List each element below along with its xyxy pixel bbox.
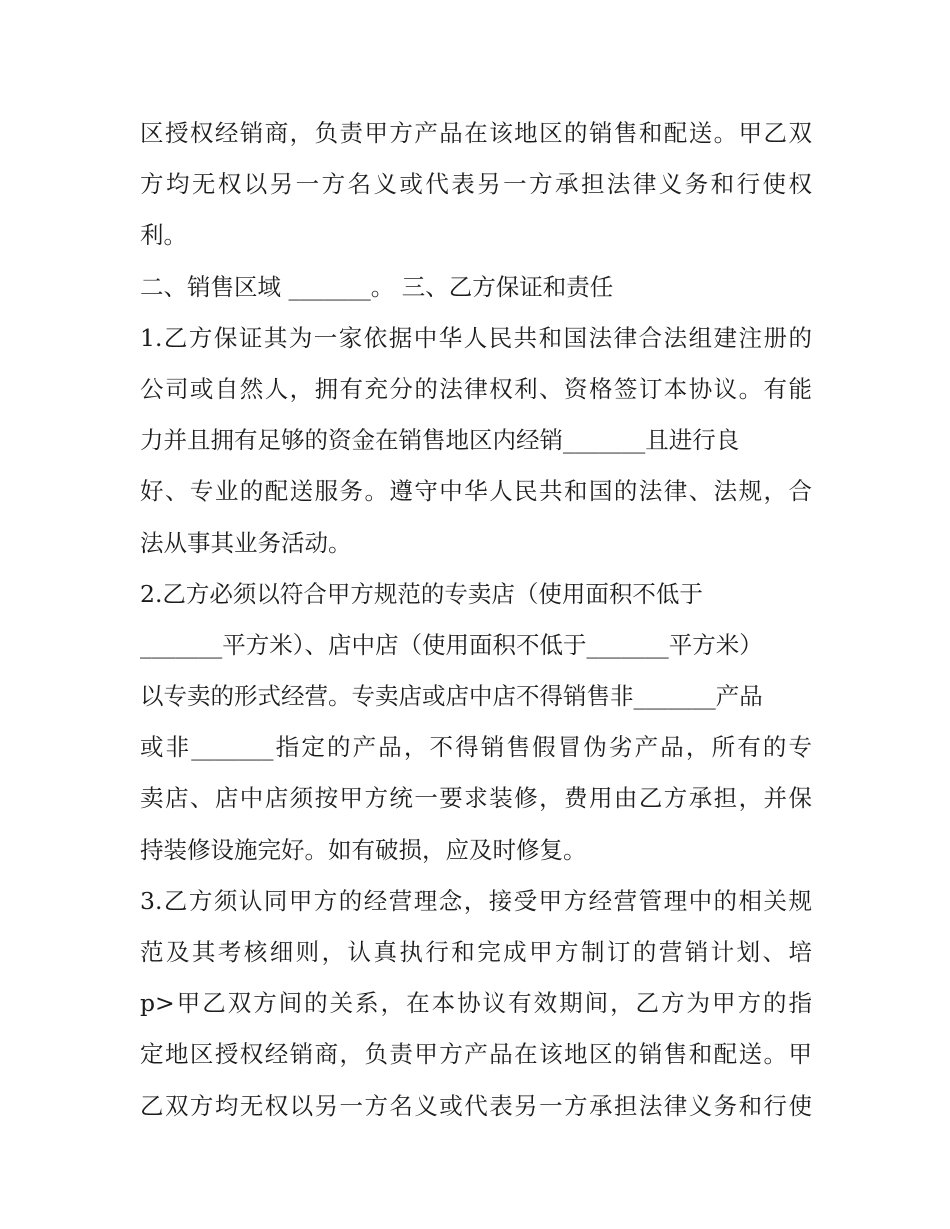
text-line: 持装修设施完好。如有破损，应及时修复。 — [140, 835, 587, 864]
text-line: 卖店、店中店须按甲方统一要求装修，费用由乙方承担，并保 — [140, 784, 812, 813]
text-line: 定地区授权经销商，负责甲方产品在该地区的销售和配送。甲 — [140, 1040, 812, 1069]
text-line: 好、专业的配送服务。遵守中华人民共和国的法律、法规，合 — [140, 477, 812, 506]
text-line: 力并且拥有足够的资金在销售地区内经销_______且进行良 — [140, 426, 740, 455]
text-line: p>甲乙双方间的关系，在本协议有效期间，乙方为甲方的指 — [140, 989, 812, 1018]
text-line: 3.乙方须认同甲方的经营理念，接受甲方经营管理中的相关规 — [140, 886, 812, 915]
text-line: 方均无权以另一方名义或代表另一方承担法律义务和行使权 — [140, 170, 812, 199]
text-line: 以专卖的形式经营。专卖店或店中店不得销售非_______产品 — [140, 682, 763, 711]
contract-body-text — [140, 108, 812, 1132]
text-line: 1.乙方保证其为一家依据中华人民共和国法律合法组建注册的 — [140, 323, 812, 352]
text-line: 2.乙方必须以符合甲方规范的专卖店（使用面积不低于 — [140, 579, 703, 608]
text-line: 利。 — [140, 221, 187, 250]
text-line: 二、销售区域 _______。 三、乙方保证和责任 — [140, 272, 614, 301]
text-line: 乙双方均无权以另一方名义或代表另一方承担法律义务和行使 — [140, 1091, 812, 1120]
text-line: 范及其考核细则，认真执行和完成甲方制订的营销计划、培 — [140, 938, 812, 966]
text-line: _______平方米）、店中店（使用面积不低于_______平方米） — [140, 630, 763, 659]
text-line: 或非_______指定的产品，不得销售假冒伪劣产品，所有的专 — [140, 733, 812, 762]
text-line: 区授权经销商，负责甲方产品在该地区的销售和配送。甲乙双 — [140, 119, 812, 147]
text-line: 法从事其业务活动。 — [140, 528, 352, 557]
text-line: 公司或自然人，拥有充分的法律权利、资格签订本协议。有能 — [140, 374, 812, 403]
